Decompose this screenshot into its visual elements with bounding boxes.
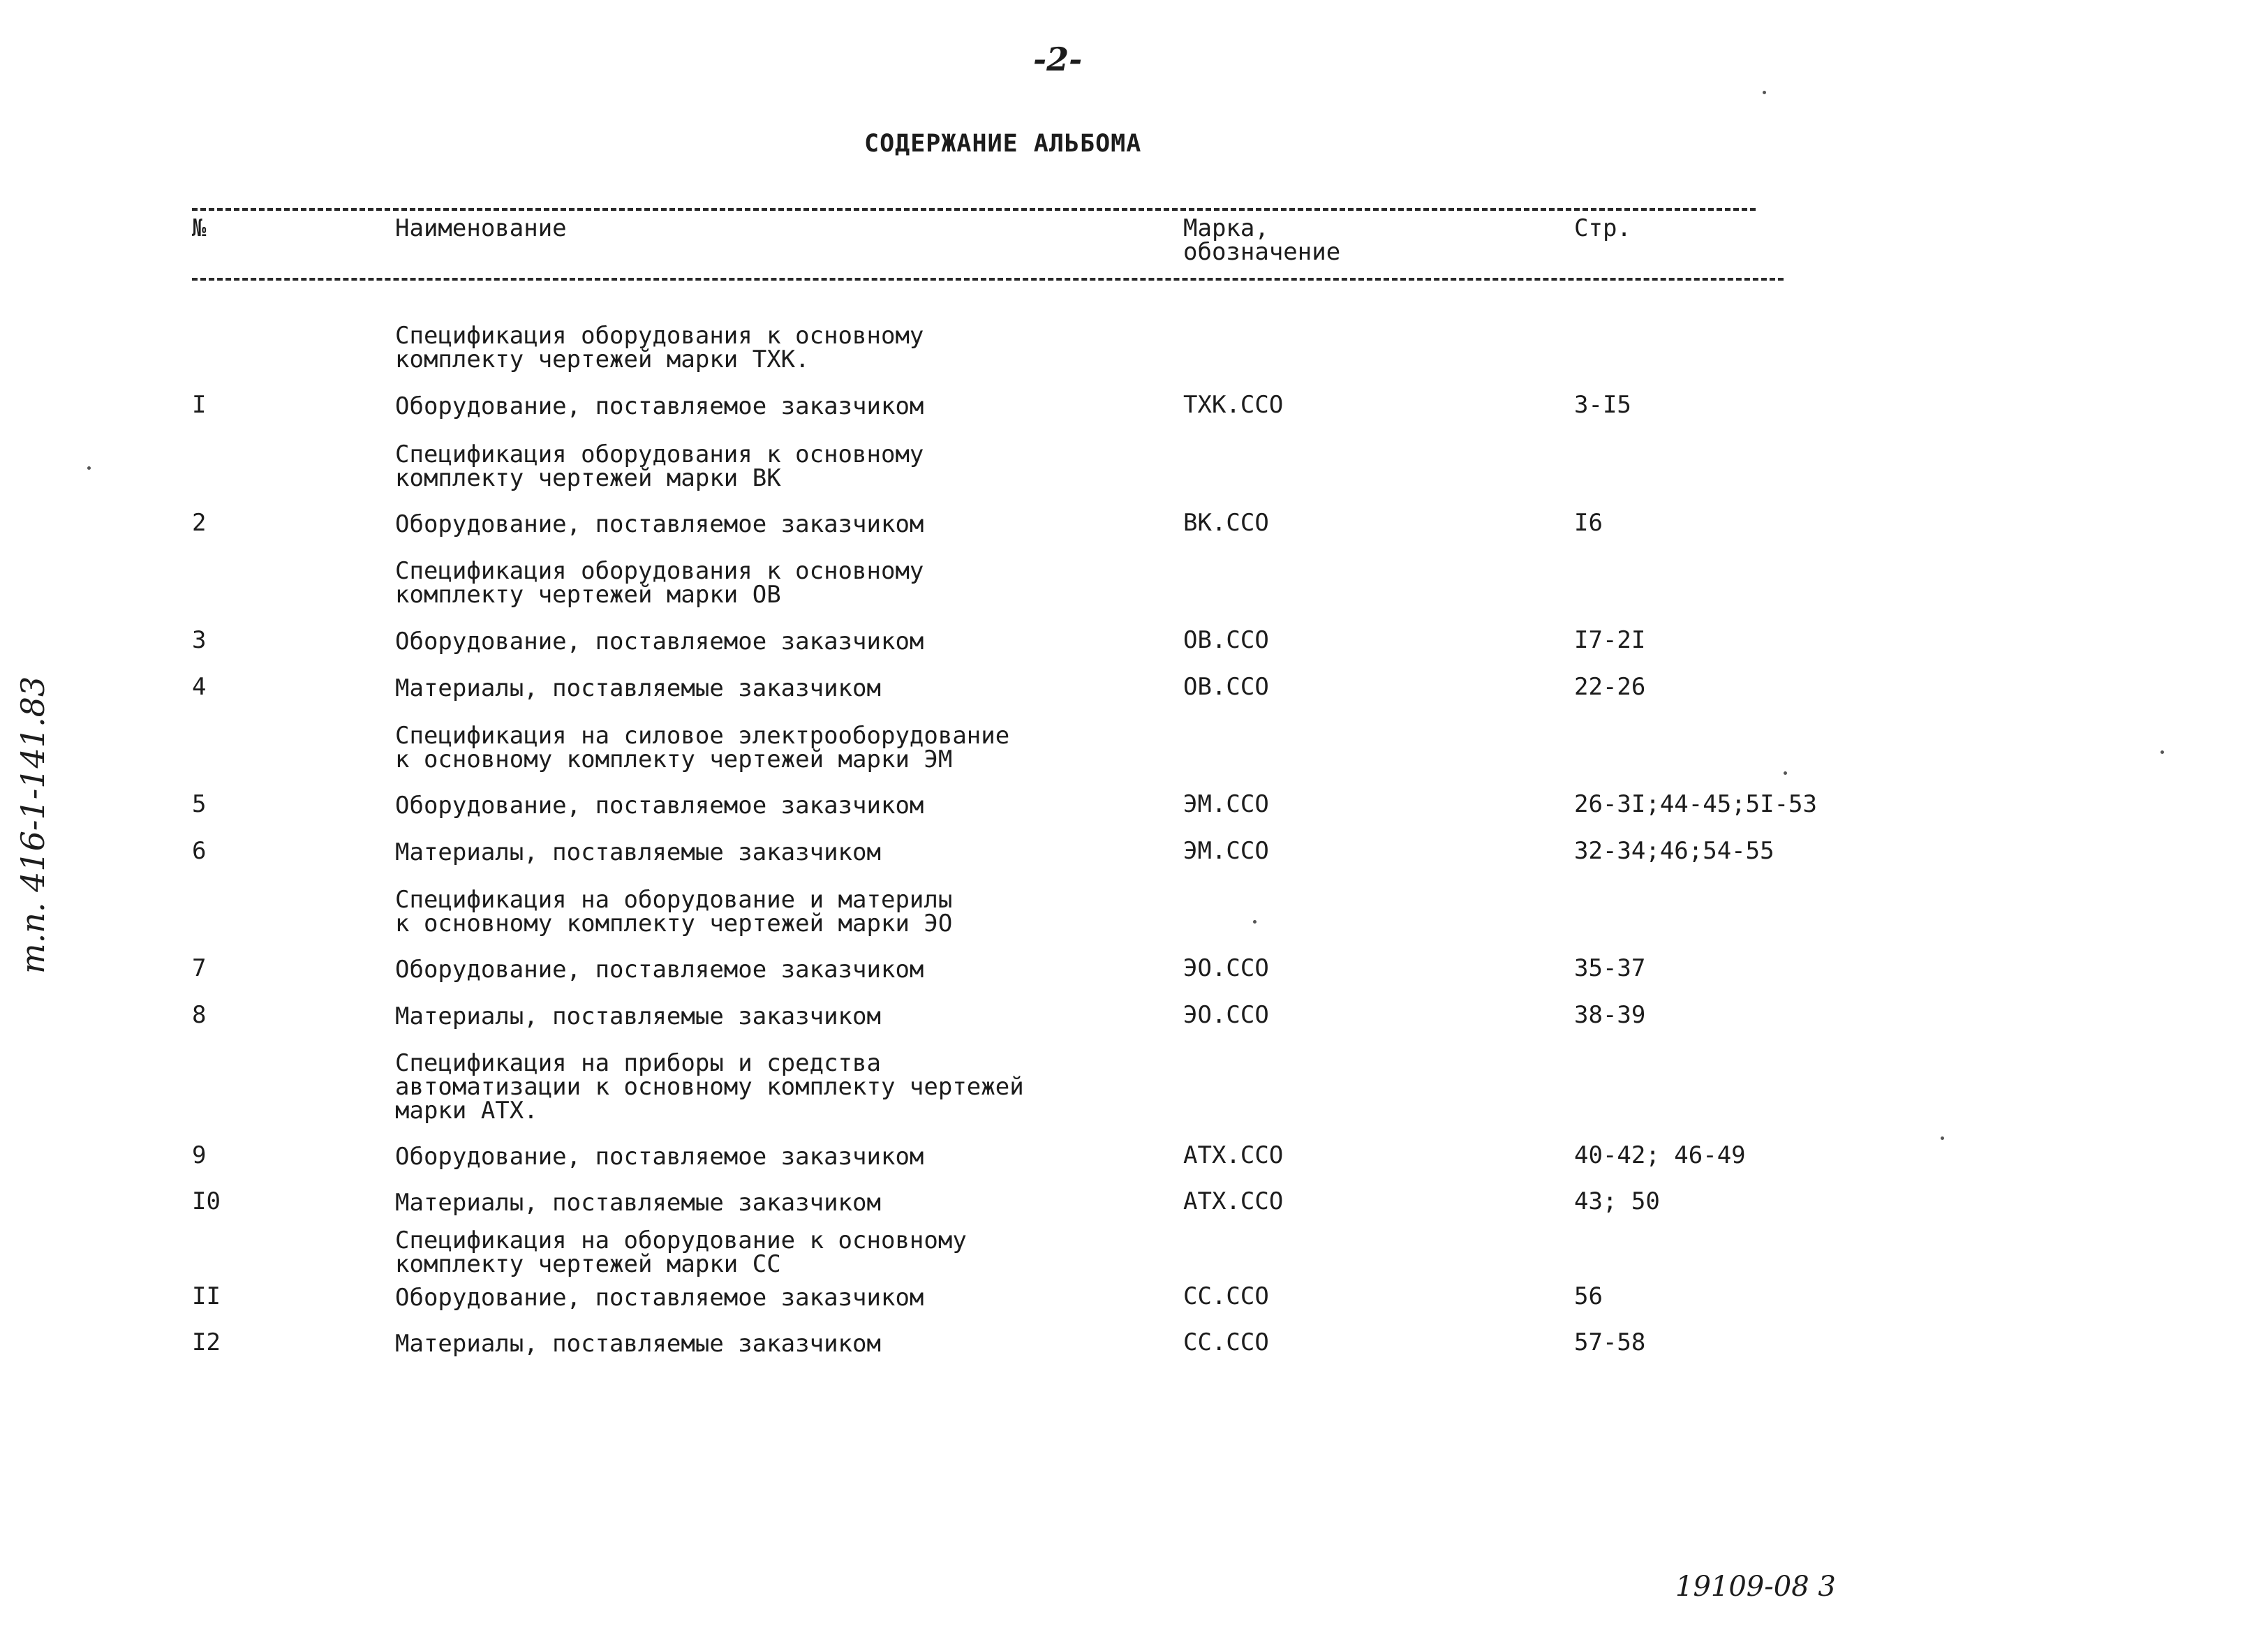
row-mark: ВК.ССО [1183, 509, 1269, 537]
scan-speck [87, 466, 91, 470]
row-page: 22-26 [1574, 673, 1646, 701]
row-name: Материалы, поставляемые заказчиком [395, 1330, 881, 1358]
row-page: 38-39 [1574, 1001, 1646, 1029]
column-header-name: Наименование [395, 214, 567, 242]
row-mark: ТХК.ССО [1183, 391, 1284, 419]
row-name: Оборудование, поставляемое заказчиком [395, 1143, 924, 1171]
row-mark: ЭО.ССО [1183, 954, 1269, 982]
row-page: I6 [1574, 509, 1603, 537]
row-mark: ЭО.ССО [1183, 1001, 1269, 1029]
row-number: 2 [192, 509, 207, 537]
row-number: 5 [192, 790, 207, 818]
row-number: 3 [192, 626, 207, 654]
row-number: I [192, 391, 207, 419]
row-name: Оборудование, поставляемое заказчиком [395, 628, 924, 655]
section-heading-ss: Спецификация на оборудование к основному комплекту чертежей марки СС [395, 1227, 967, 1278]
row-mark: АТХ.ССО [1183, 1187, 1284, 1215]
column-header-number: № [192, 214, 207, 242]
row-name: Оборудование, поставляемое заказчиком [395, 956, 924, 984]
row-name: Оборудование, поставляемое заказчиком [395, 392, 924, 420]
row-number: 9 [192, 1141, 207, 1169]
scan-speck [1763, 91, 1766, 94]
scan-speck [1941, 1136, 1944, 1140]
section-heading-vk: Спецификация оборудования к основному комплекту чертежей марки ВК [395, 440, 924, 492]
row-mark: АТХ.ССО [1183, 1141, 1284, 1169]
table-header-top-rule [192, 208, 1756, 211]
scan-speck [1253, 920, 1257, 924]
row-name: Оборудование, поставляемое заказчиком [395, 510, 924, 538]
margin-handwritten-note: т.п. 416-1-141.83 [14, 676, 52, 974]
row-mark: ОВ.ССО [1183, 626, 1269, 654]
scan-speck [2160, 750, 2164, 754]
row-name: Оборудование, поставляемое заказчиком [395, 1284, 924, 1312]
section-heading-em: Спецификация на силовое электрооборудование к основному комплекту чертежей марки ЭМ [395, 722, 1010, 773]
row-number: 8 [192, 1001, 207, 1029]
row-page: 3-I5 [1574, 391, 1631, 419]
page-title: СОДЕРЖАНИЕ АЛЬБОМА [864, 130, 1142, 158]
row-page: I7-2I [1574, 626, 1646, 654]
row-page: 43; 50 [1574, 1187, 1660, 1215]
section-heading-atx: Спецификация на приборы и средства автоматизации к основному комплекту чертежей марки АТХ. [395, 1049, 1024, 1125]
row-mark: СС.ССО [1183, 1328, 1269, 1356]
row-number: 4 [192, 673, 207, 701]
row-name: Материалы, поставляемые заказчиком [395, 674, 881, 702]
page-number: -2- [1033, 40, 1083, 78]
row-page: 32-34;46;54-55 [1574, 837, 1774, 865]
section-heading-eo: Спецификация на оборудование и материлы к основному комплекту чертежей марки ЭО [395, 886, 953, 938]
row-mark: ОВ.ССО [1183, 673, 1269, 701]
row-number: I2 [192, 1328, 221, 1356]
row-page: 40-42; 46-49 [1574, 1141, 1746, 1169]
row-number: 6 [192, 837, 207, 865]
row-number: 7 [192, 954, 207, 982]
row-name: Материалы, поставляемые заказчиком [395, 838, 881, 866]
row-number: I0 [192, 1187, 221, 1215]
row-page: 26-3I;44-45;5I-53 [1574, 790, 1817, 818]
row-name: Материалы, поставляемые заказчиком [395, 1189, 881, 1217]
row-page: 35-37 [1574, 954, 1646, 982]
row-mark: ЭМ.ССО [1183, 790, 1269, 818]
row-name: Оборудование, поставляемое заказчиком [395, 792, 924, 820]
table-header-bottom-rule [192, 278, 1784, 281]
row-number: II [192, 1282, 221, 1310]
section-heading-ov: Спецификация оборудования к основному комплекту чертежей марки ОВ [395, 557, 924, 609]
column-header-mark: Марка, обозначение [1183, 214, 1341, 266]
footer-document-code: 19109-08 3 [1675, 1571, 1836, 1603]
scan-speck [1784, 771, 1787, 775]
row-mark: СС.ССО [1183, 1282, 1269, 1310]
row-mark: ЭМ.ССО [1183, 837, 1269, 865]
section-heading-txk: Спецификация оборудования к основному комплекту чертежей марки ТХК. [395, 322, 924, 373]
column-header-page: Стр. [1574, 214, 1631, 242]
row-page: 56 [1574, 1282, 1603, 1310]
row-name: Материалы, поставляемые заказчиком [395, 1002, 881, 1030]
row-page: 57-58 [1574, 1328, 1646, 1356]
